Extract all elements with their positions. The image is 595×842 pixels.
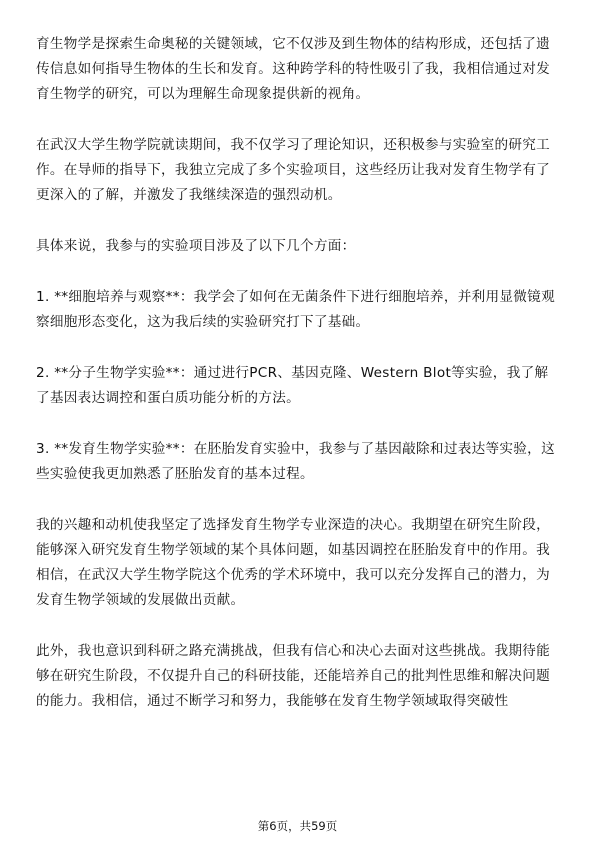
paragraph: 此外，我也意识到科研之路充满挑战，但我有信心和决心去面对这些挑战。我期待能够在研究生阶段，不仅提升自己的科研技能，还能培养自己的批判性思维和解决问题的能力。我相信，通过不断学习和努力，我能够在发育生物学领域取得突破性 [36, 643, 551, 709]
paragraph: 育生物学是探索生命奥秘的关键领域，它不仅涉及到生物体的结构形成，还包括了遗传信息如何指导生物体的生长和发育。这种跨学科的特性吸引了我，我相信通过对发育生物学的研究，可以为理解生命现象提供新的视角。 [36, 36, 551, 102]
paragraph: 在武汉大学生物学院就读期间，我不仅学习了理论知识，还积极参与实验室的研究工作。在导师的指导下，我独立完成了多个实验项目，这些经历让我对发育生物学有了更深入的了解，并激发了我继续深造的强烈动机。 [36, 137, 551, 203]
paragraph: 我的兴趣和动机使我坚定了选择发育生物学专业深造的决心。我期望在研究生阶段，能够深入研究发育生物学领域的某个具体问题，如基因调控在胚胎发育中的作用。我相信，在武汉大学生物学院这个优秀的学术环境中，我可以充分发挥自己的潜力，为发育生物学领域的发展做出贡献。 [36, 517, 551, 608]
list-item: 2. **分子生物学实验**：通过进行PCR、基因克隆、Western Blot等实验，我了解了基因表达调控和蛋白质功能分析的方法。 [36, 365, 549, 406]
list-item: 3. **发育生物学实验**：在胚胎发育实验中，我参与了基因敲除和过表达等实验，这些实验使我更加熟悉了胚胎发育的基本过程。 [36, 441, 555, 482]
document-body [36, 32, 559, 740]
page-number-footer: 第6页，共59页 [257, 819, 338, 833]
list-item: 1. **细胞培养与观察**：我学会了如何在无菌条件下进行细胞培养，并利用显微镜观察细胞形态变化，这为我后续的实验研究打下了基础。 [36, 289, 555, 330]
paragraph: 具体来说，我参与的实验项目涉及了以下几个方面： [36, 238, 356, 254]
